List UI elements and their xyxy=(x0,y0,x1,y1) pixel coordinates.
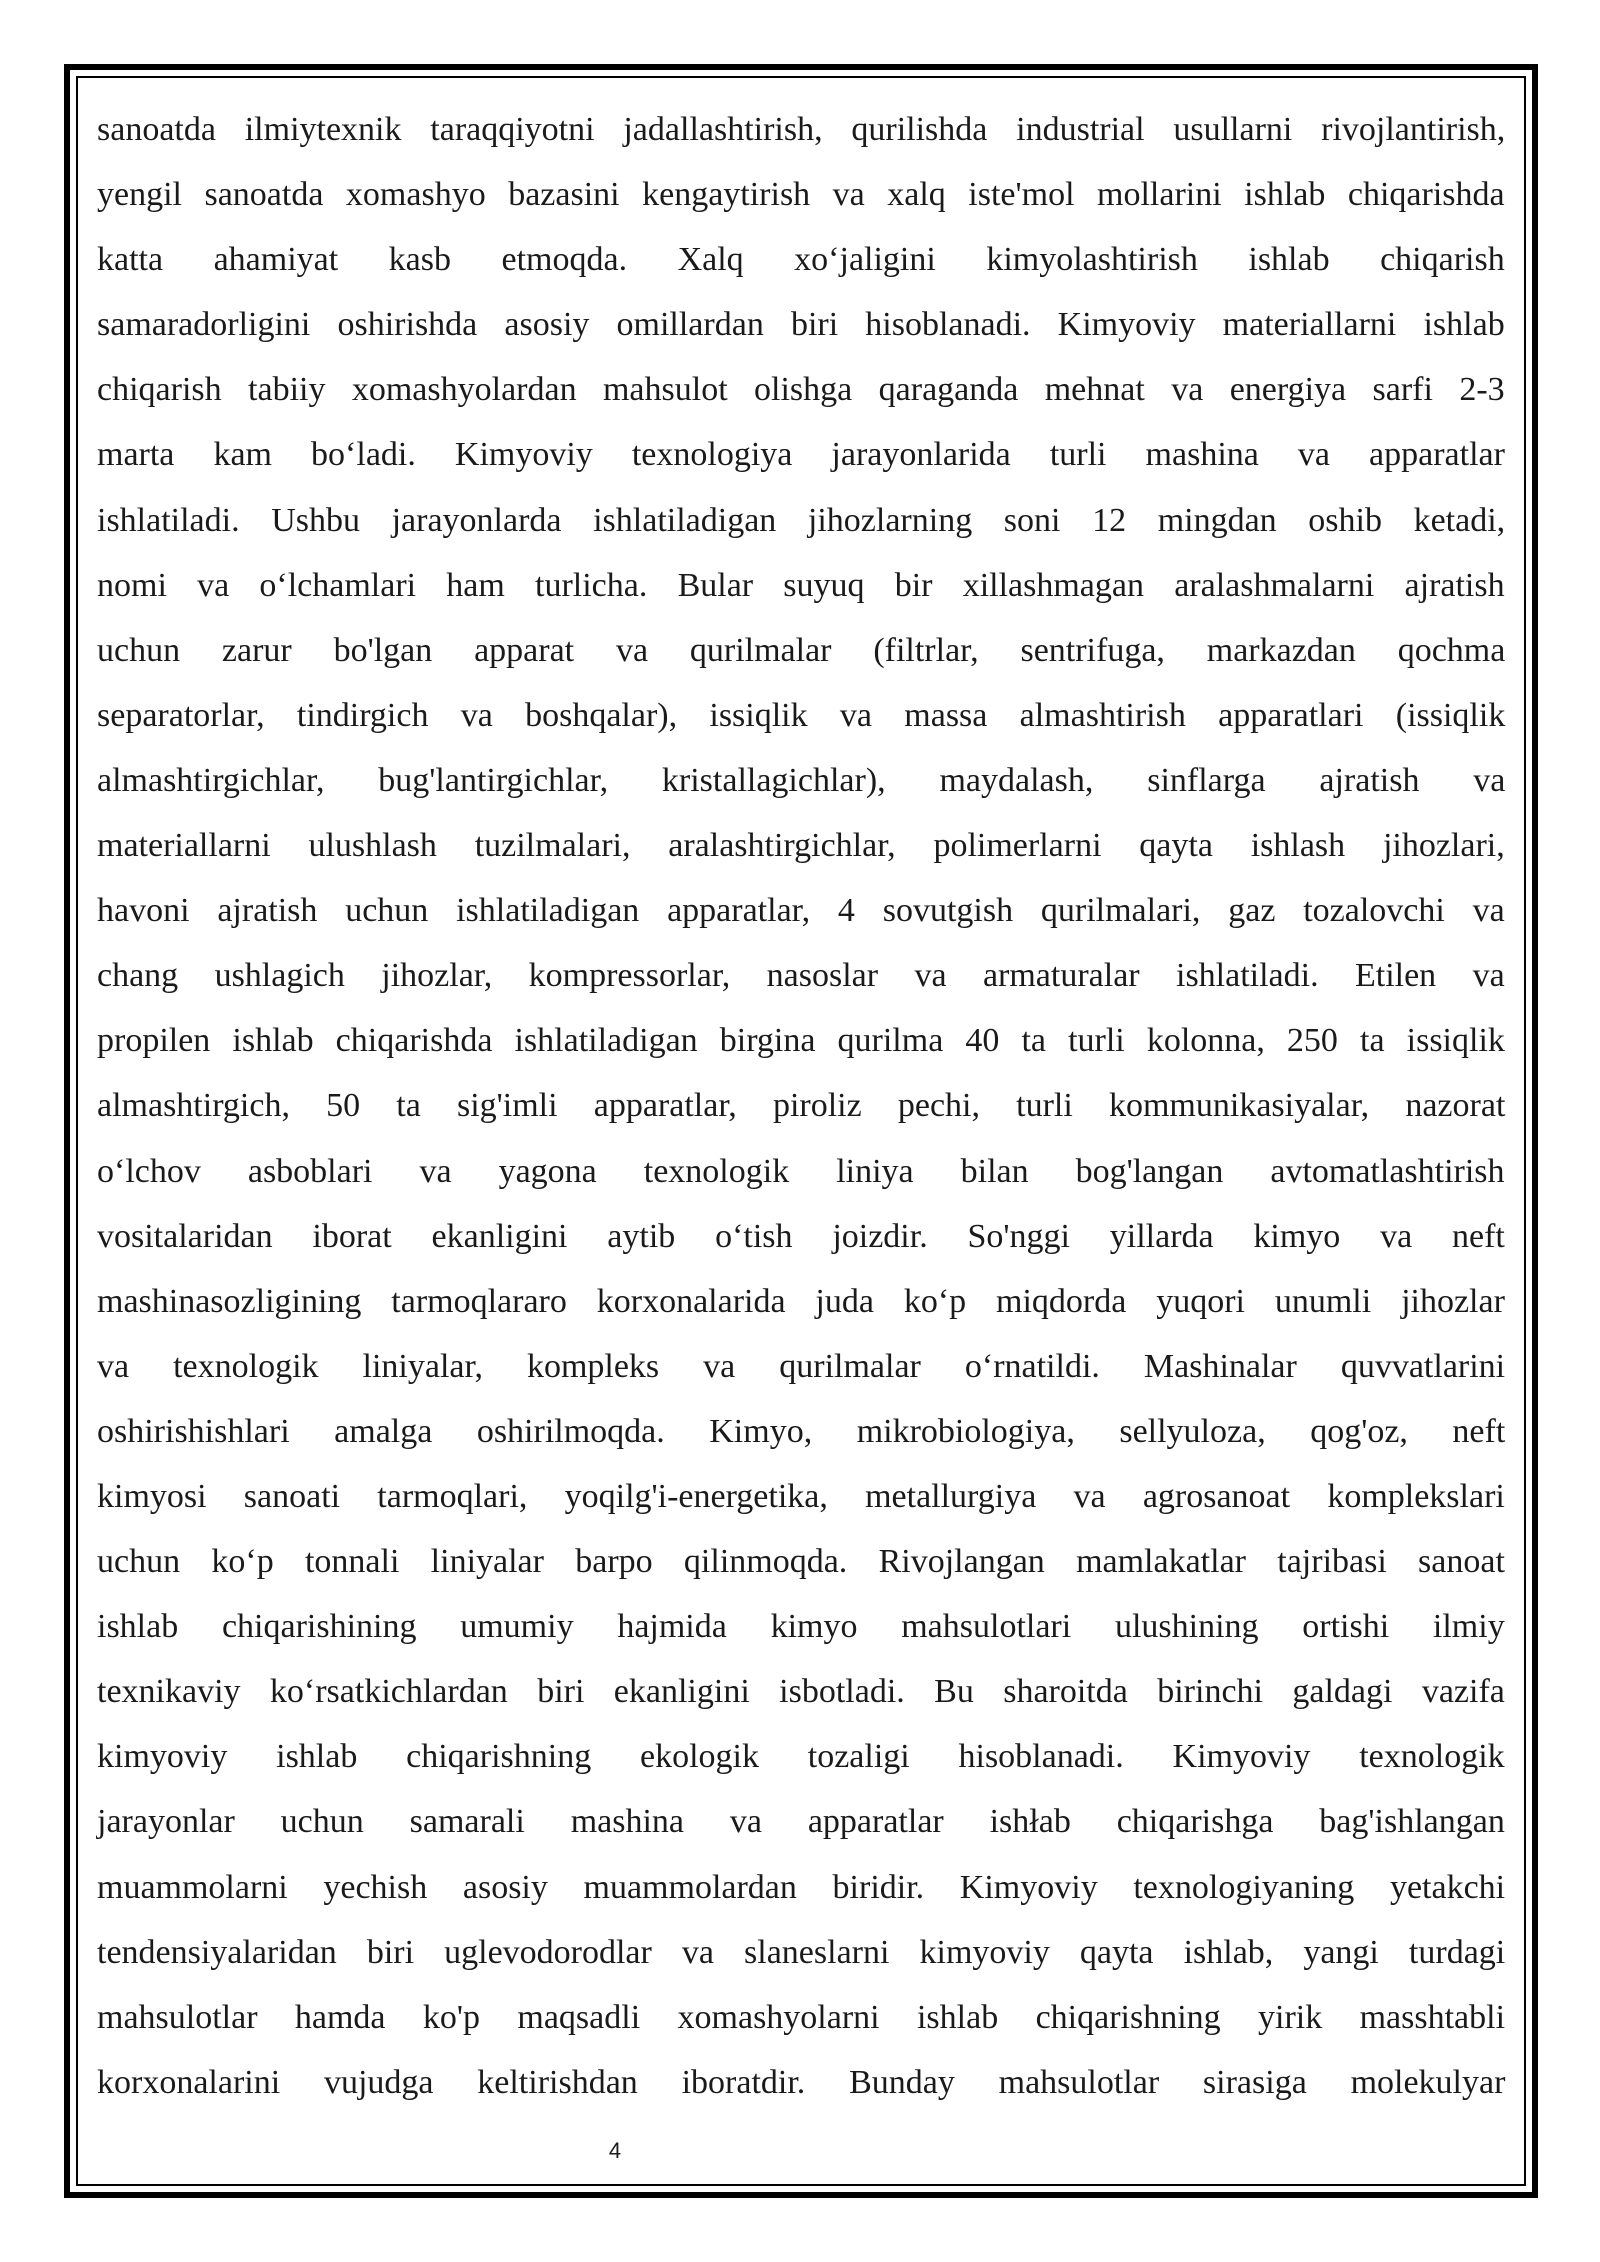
text-line: propilen ishlab chiqarishda ishlatiladigan birgina qurilma 40 ta turli kolonna, 250 ta issiqlik xyxy=(97,1022,1505,1060)
page-number: 4 xyxy=(608,2138,622,2163)
text-line: samaradorligini oshirishda asosiy omillardan biri hisoblanadi. Kimyoviy materiallarni ishlab xyxy=(97,306,1505,344)
text-line: korxonalarini vujudga keltirishdan iboratdir. Bunday mahsulotlar sirasiga molekulyar xyxy=(97,2063,1506,2101)
text-line: mashinasozligining tarmoqlararo korxonalarida juda ko‘p miqdorda yuqori unumli jihozlar xyxy=(97,1282,1505,1320)
text-line: tendensiyalaridan biri uglevodorodlar va slaneslarni kimyoviy qayta ishlab, yangi turdagi xyxy=(97,1933,1506,1971)
text-line: ishlatiladi. Ushbu jarayonlarda ishlatiladigan jihozlarning soni 12 mingdan oshib ketadi, xyxy=(97,501,1506,539)
text-line: ishlab chiqarishining umumiy hajmida kimyo mahsulotlari ulushining ortishi ilmiy xyxy=(97,1608,1505,1646)
text-line: texnikaviy ko‘rsatkichlardan biri ekanligini isbotladi. Bu sharoitda birinchi galdagi vazifa xyxy=(97,1673,1505,1711)
text-line: marta kam bo‘ladi. Kimyoviy texnologiya jarayonlarida turli mashina va apparatlar xyxy=(97,436,1505,474)
text-line: vositalaridan iborat ekanligini aytib o‘tish joizdir. So'nggi yillarda kimyo va neft xyxy=(97,1217,1505,1255)
text-line: oshirishishlari amalga oshirilmoqda. Kimyo, mikrobiologiya, sellyuloza, qog'oz, neft xyxy=(97,1412,1506,1450)
text-line: kimyosi sanoati tarmoqlari, yoqilg'i-energetika, metallurgiya va agrosanoat komplekslari xyxy=(97,1477,1505,1515)
text-line: kimyoviy ishlab chiqarishning ekologik tozaligi hisoblanadi. Kimyoviy texnologik xyxy=(97,1738,1505,1776)
text-line: sanoatda ilmiytexnik taraqqiyotni jadallashtirish, qurilishda industrial usullarni rivojlantirish, xyxy=(97,111,1506,148)
text-line: mahsulotlar hamda ko'p maqsadli xomashyolarni ishlab chiqarishning yirik masshtabli xyxy=(97,1998,1506,2036)
text-line: havoni ajratish uchun ishlatiladigan apparatlar, 4 sovutgish qurilmalari, gaz tozalovchi va xyxy=(97,892,1505,930)
text-line: materiallarni ulushlash tuzilmalari, aralashtirgichlar, polimerlarni qayta ishlash jihozlari, xyxy=(97,827,1505,865)
text-line: nomi va o‘lchamlari ham turlicha. Bular suyuq bir xillashmagan aralashmalarni ajratish xyxy=(97,566,1505,604)
text-line: va texnologik liniyalar, kompleks va qurilmalar o‘rnatildi. Mashinalar quvvatlarini xyxy=(97,1347,1506,1385)
text-line: jarayonlar uchun samarali mashina va apparatlar ishłab chiqarishga bag'ishlangan xyxy=(97,1803,1505,1841)
text-line: chang ushlagich jihozlar, kompressorlar, nasoslar va armaturalar ishlatiladi. Etilen va xyxy=(97,957,1505,995)
text-line: muammolarni yechish asosiy muammolardan biridir. Kimyoviy texnologiyaning yetakchi xyxy=(97,1868,1506,1906)
text-line: uchun ko‘p tonnali liniyalar barpo qilinmoqda. Rivojlangan mamlakatlar tajribasi sanoat xyxy=(97,1543,1505,1581)
text-line: uchun zarur bo'lgan apparat va qurilmalar (filtrlar, sentrifuga, markazdan qochma xyxy=(97,631,1506,669)
text-line: separatorlar, tindirgich va boshqalar), issiqlik va massa almashtirish apparatlari (issiqlik xyxy=(97,696,1506,734)
text-line: almashtirgichlar, bug'lantirgichlar, kristallagichlar), maydalash, sinflarga ajratish va xyxy=(97,761,1506,799)
body-paragraph xyxy=(97,97,1505,2115)
text-line: o‘lchov asboblari va yagona texnologik liniya bilan bog'langan avtomatlashtirish xyxy=(97,1152,1505,1190)
text-line: chiqarish tabiiy xomashyolardan mahsulot olishga qaraganda mehnat va energiya sarfi 2-3 xyxy=(97,371,1505,409)
text-line: yengil sanoatda xomashyo bazasini kengaytirish va xalq iste'mol mollarini ishlab chiqarishda xyxy=(97,176,1505,214)
text-line: katta ahamiyat kasb etmoqda. Xalq xo‘jaligini kimyolashtirish ishlab chiqarish xyxy=(97,241,1505,279)
text-line: almashtirgich, 50 ta sig'imli apparatlar, piroliz pechi, turli kommunikasiyalar, nazorat xyxy=(97,1087,1506,1125)
